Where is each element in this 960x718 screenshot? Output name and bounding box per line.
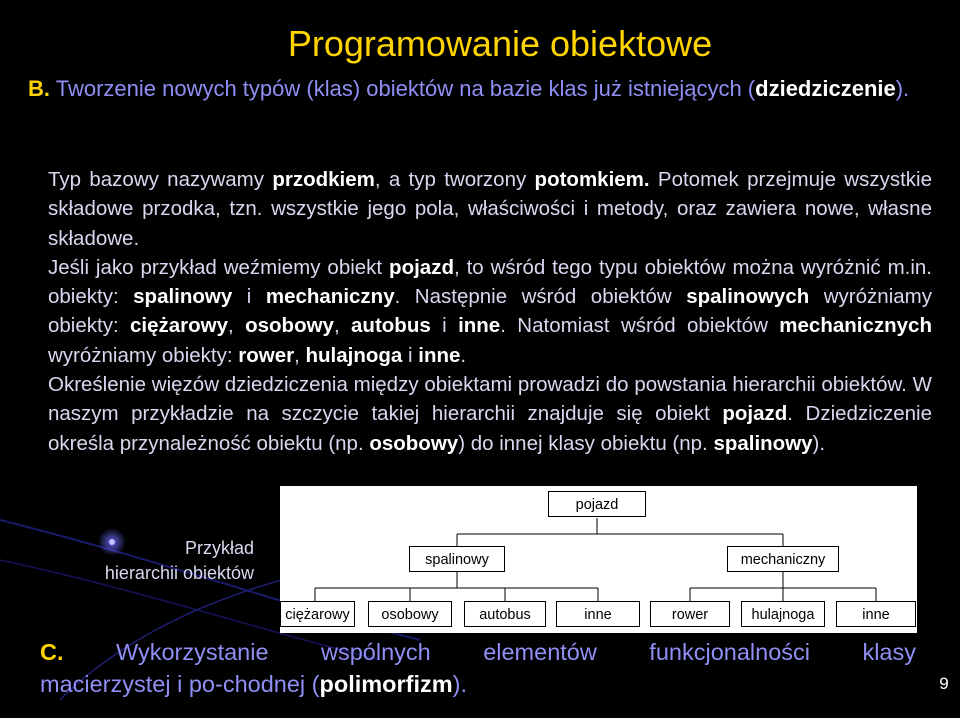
bold-term: inne	[418, 343, 461, 367]
node-inne-spalinowy: inne	[556, 601, 640, 627]
bold-term: mechanicznych	[779, 314, 932, 338]
bold-term: spalinowy	[133, 285, 233, 309]
bold-term: ciężarowy	[130, 314, 229, 338]
text-run: ,	[228, 314, 246, 338]
text-run: ).	[812, 431, 826, 455]
text-run: Określenie więzów dziedziczenia między obiektami prowadzi do powstania hierarchii obiektów. W naszym przykładzie na szczycie takiej hierarchii znajduje się obiekt	[48, 373, 932, 426]
node-hulajnoga: hulajnoga	[741, 601, 825, 627]
bold-term: spalinowy	[713, 431, 813, 455]
section-b-letter: B.	[28, 76, 50, 101]
section-b: B. Tworzenie nowych typów (klas) obiektów na bazie klas już istniejących (dziedziczenie).	[28, 76, 910, 101]
page-number: 9	[939, 674, 949, 693]
slide-title: Programowanie obiektowe	[287, 23, 713, 64]
bold-term: spalinowych	[686, 285, 810, 309]
node-ciezarowy: ciężarowy	[280, 601, 355, 627]
section-c-letter: C.	[40, 639, 64, 665]
text-run: i	[402, 343, 419, 367]
text-run: . Dziedziczenie określa przynależność obiektu (np.	[48, 402, 932, 455]
text-run: . Natomiast wśród obiektów	[500, 314, 780, 338]
paragraph-example	[30, 253, 932, 370]
bold-term: rower	[238, 343, 295, 367]
node-autobus: autobus	[464, 601, 546, 627]
text-run: wyróżniamy obiekty:	[48, 343, 239, 367]
text-run: Typ bazowy nazywamy	[48, 168, 273, 191]
node-inne-mechaniczny: inne	[836, 601, 916, 627]
hierarchy-diagram	[280, 486, 917, 633]
node-osobowy: osobowy	[368, 601, 452, 627]
text-run: . Następnie wśród obiektów	[394, 285, 687, 309]
section-c: C. Wykorzystanie wspólnych elementów funkcjonalności klasy macierzystej i po-chodnej (polimorfizm).	[40, 639, 916, 697]
bold-term: hulajnoga	[305, 343, 403, 367]
bold-term: osobowy	[369, 431, 459, 455]
paragraph-hierarchy	[30, 370, 932, 458]
text-run: Potomek przejmuje wszystkie składowe przodka, tzn. wszystkie jego pola, właściwości i metody, oraz zawiera nowe, własne składowe.	[48, 168, 932, 250]
node-rower: rower	[650, 601, 730, 627]
node-spalinowy: spalinowy	[409, 546, 505, 572]
text-run: ,	[294, 343, 306, 367]
node-mechaniczny: mechaniczny	[727, 546, 839, 572]
bold-term: inne	[458, 314, 501, 338]
bold-term: pojazd	[722, 402, 788, 426]
bold-term: przodkiem	[272, 168, 375, 191]
text-run: Jeśli jako przykład weźmiemy obiekt	[48, 255, 390, 279]
example-label: Przykład hierarchii obiektów	[104, 538, 254, 583]
text-run: , to wśród tego typu obiektów można wyróżnić m.in. obiekty:	[48, 255, 932, 309]
body-text	[30, 165, 932, 458]
paragraph-inheritance	[30, 165, 932, 253]
bold-term: pojazd	[389, 255, 454, 279]
bold-term: mechaniczny	[265, 285, 395, 309]
node-pojazd: pojazd	[548, 491, 646, 517]
text-run: ) do innej klasy obiektu (np.	[458, 431, 714, 455]
text-run: ,	[333, 314, 352, 338]
text-run: wyróżniamy obiekty:	[48, 285, 932, 338]
text-run: i	[232, 285, 266, 309]
bold-term: potomkiem.	[534, 168, 650, 191]
bold-term: autobus	[351, 314, 431, 338]
text-run: i	[430, 314, 459, 338]
bold-term: osobowy	[245, 314, 334, 338]
text-run: , a typ tworzony	[374, 168, 535, 191]
text-run: .	[460, 343, 467, 367]
